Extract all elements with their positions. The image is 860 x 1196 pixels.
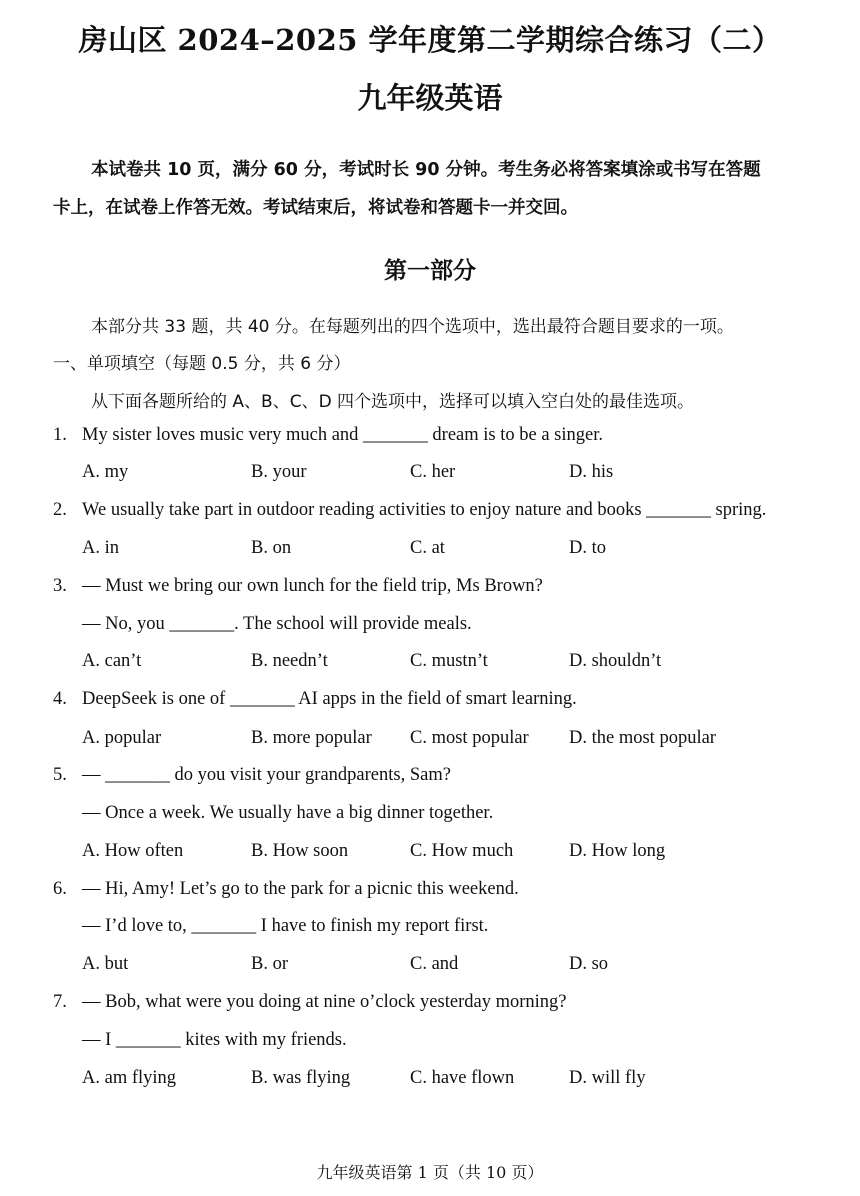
question-text: — Hi, Amy! Let’s go to the park for a picnic this weekend. [82,879,519,899]
page-footer: 九年级英语第 1 页（共 10 页） [316,1163,544,1182]
option-b[interactable]: B. your [251,462,307,482]
option-c[interactable]: C. have flown [410,1068,515,1088]
question-number: 4. [53,689,67,709]
exam-subject: 九年级英语 [357,81,503,115]
option-b[interactable]: B. on [251,538,292,558]
option-a[interactable]: A. but [82,954,129,974]
option-d[interactable]: D. shouldn’t [569,651,662,671]
option-c[interactable]: C. mustn’t [410,651,488,671]
section-heading: 一、单项填空（每题 0.5 分，共 6 分） [53,354,351,374]
question-text: We usually take part in outdoor reading activities to enjoy nature and books _______ spring. [82,500,767,520]
option-d[interactable]: D. the most popular [569,728,716,748]
instructions-line-2: 卡上，在试卷上作答无效。考试结束后，将试卷和答题卡一并交回。 [53,198,578,218]
option-b[interactable]: B. was flying [251,1068,351,1088]
option-b[interactable]: B. or [251,954,288,974]
exam-title: 房山区 2024–2025 学年度第二学期综合练习（二） [78,23,782,57]
question-6-line-2: — I’d love to, _______ I have to finish my report first. [82,916,489,936]
option-c[interactable]: C. How much [410,841,514,861]
question-text: My sister loves music very much and _______ dream is to be a singer. [82,425,603,445]
part-title: 第一部分 [384,258,476,284]
question-text: — Must we bring our own lunch for the field trip, Ms Brown? [82,576,543,596]
option-d[interactable]: D. his [569,462,614,482]
option-d[interactable]: D. How long [569,841,666,861]
option-c[interactable]: C. at [410,538,445,558]
instructions [53,151,823,227]
option-c[interactable]: C. most popular [410,728,529,748]
option-a[interactable]: A. can’t [82,651,142,671]
option-a[interactable]: A. in [82,538,119,558]
option-d[interactable]: D. so [569,954,609,974]
instructions-line-1: 本试卷共 10 页，满分 60 分，考试时长 90 分钟。考生务必将答案填涂或书写在答题 [91,160,761,180]
question-text: — _______ do you visit your grandparents, Sam? [82,765,451,785]
option-a[interactable]: A. How often [82,841,184,861]
option-a[interactable]: A. my [82,462,129,482]
option-c[interactable]: C. her [410,462,456,482]
option-b[interactable]: B. needn’t [251,651,328,671]
option-b[interactable]: B. more popular [251,728,372,748]
question-number: 7. [53,992,67,1012]
question-number: 1. [53,425,67,445]
section-direction: 从下面各题所给的 A、B、C、D 四个选项中，选择可以填入空白处的最佳选项。 [91,392,695,412]
question-7-line-2: — I _______ kites with my friends. [82,1030,347,1050]
question-number: 6. [53,879,67,899]
part-intro: 本部分共 33 题，共 40 分。在每题列出的四个选项中，选出最符合题目要求的一项。 [91,317,734,337]
option-d[interactable]: D. will fly [569,1068,646,1088]
option-b[interactable]: B. How soon [251,841,349,861]
question-text: — Bob, what were you doing at nine o’clock yesterday morning? [82,992,567,1012]
option-d[interactable]: D. to [569,538,606,558]
option-c[interactable]: C. and [410,954,459,974]
question-number: 2. [53,500,67,520]
option-a[interactable]: A. am flying [82,1068,177,1088]
question-3-line-2: — No, you _______. The school will provide meals. [82,614,472,634]
option-a[interactable]: A. popular [82,728,162,748]
question-text: DeepSeek is one of _______ AI apps in the field of smart learning. [82,689,577,709]
question-number: 3. [53,576,67,596]
question-number: 5. [53,765,67,785]
question-5-line-2: — Once a week. We usually have a big dinner together. [82,803,494,823]
